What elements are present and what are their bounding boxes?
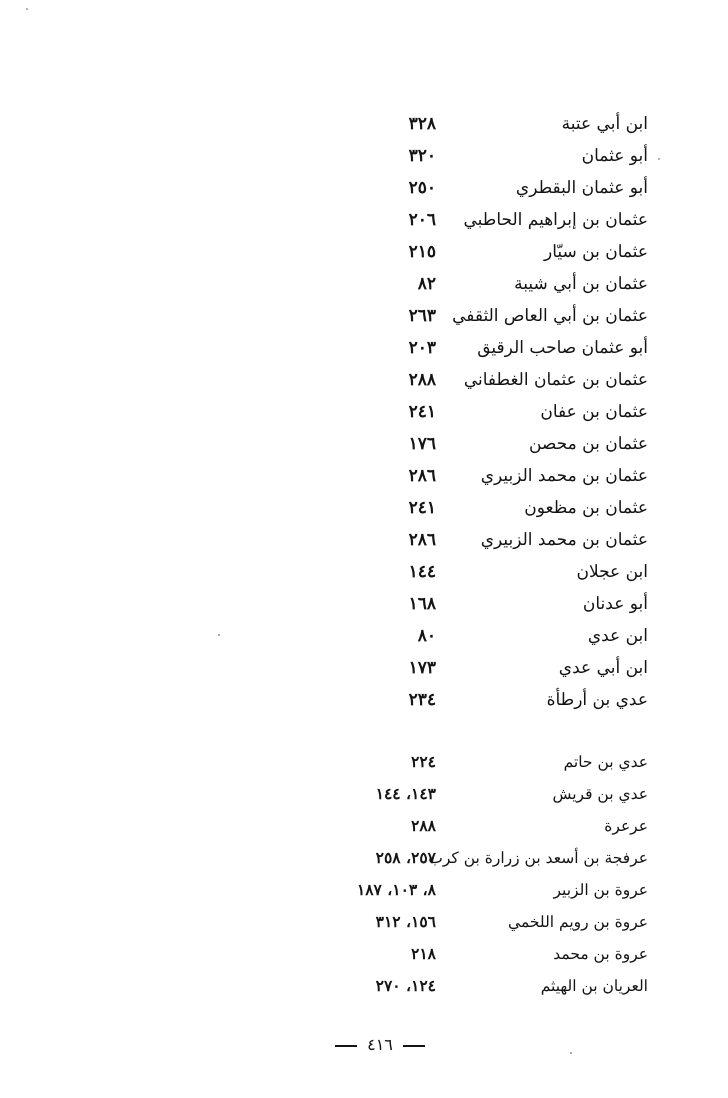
entry-pages: ٢٨٦: [408, 530, 436, 550]
entry-name: عثمان بن أبي شيبة: [514, 274, 648, 294]
entry-name: عدي بن أرطأة: [546, 690, 648, 710]
entry-name: أبو عثمان صاحب الرقيق: [477, 338, 648, 358]
scan-speck: [658, 158, 660, 160]
entry-name: أبو عثمان البقطري: [515, 178, 648, 198]
entry-pages: ٢٥٧، ٢٥٨: [375, 848, 436, 867]
index-entry: [0, 332, 728, 364]
entry-pages: ٨٢: [417, 274, 436, 294]
entry-name: عثمان بن سيّار: [543, 242, 648, 262]
entry-pages: ٢١٥: [408, 242, 436, 262]
index-entry: [0, 268, 728, 300]
index-entry: [0, 746, 728, 778]
entry-pages: ٨٠: [417, 626, 436, 646]
index-entry: [0, 492, 728, 524]
index-entry: [0, 778, 728, 810]
entry-pages: ٢٨٨: [408, 370, 436, 390]
index-entry: [0, 906, 728, 938]
dash-decoration: [335, 1045, 357, 1047]
entry-pages: ١٧٦: [408, 434, 436, 454]
index-entry: [0, 938, 728, 970]
entry-name: عثمان بن مظعون: [524, 498, 648, 518]
entry-pages: ٨، ١٠٣، ١٨٧: [356, 880, 436, 899]
entry-name: عثمان بن أبي العاص الثقفي: [452, 306, 648, 326]
entry-name: عثمان بن محمد الزبيري: [480, 530, 648, 550]
index-entry: [0, 460, 728, 492]
entry-name: عثمان بن محصن: [528, 434, 648, 454]
page-number-group: [325, 1030, 435, 1060]
index-entry: [0, 970, 728, 1002]
scan-speck: [218, 634, 220, 636]
entry-name: العريان بن الهيثم: [540, 977, 648, 995]
entry-name: ابن أبي عتبة: [561, 114, 648, 134]
entry-name: عروة بن رويم اللخمي: [508, 913, 648, 931]
index-entry: [0, 556, 728, 588]
entry-name: عثمان بن محمد الزبيري: [480, 466, 648, 486]
index-entry: [0, 652, 728, 684]
entry-pages: ٢١٨: [411, 944, 436, 963]
scan-speck: [570, 1052, 572, 1054]
entry-name: عثمان بن عفان: [540, 402, 648, 422]
entry-pages: ٢٦٣: [408, 306, 436, 326]
entry-pages: ٢٣٤: [408, 690, 436, 710]
index-entry: [0, 364, 728, 396]
entry-pages: ٣٢٨: [408, 114, 436, 134]
index-entry: [0, 524, 728, 556]
index-entry: [0, 140, 728, 172]
entry-name: عرعرة: [604, 817, 648, 835]
index-entry: [0, 684, 728, 716]
index-entry: [0, 108, 728, 140]
index-entry: [0, 428, 728, 460]
entry-pages: ٢٤١: [408, 498, 436, 518]
entry-pages: ٢٥٠: [408, 178, 436, 198]
entry-name: أبو عثمان: [581, 146, 648, 166]
entry-pages: ١٦٨: [408, 594, 436, 614]
entry-name: ابن عدي: [587, 626, 648, 646]
entry-name: ابن عجلان: [576, 562, 648, 582]
entry-pages: ١٤٣، ١٤٤: [375, 784, 436, 803]
entry-name: عروة بن محمد: [553, 945, 648, 963]
index-entry: [0, 842, 728, 874]
index-entry: [0, 588, 728, 620]
entry-name: عدي بن حاتم: [563, 753, 648, 771]
entry-pages: ٣٢٠: [408, 146, 436, 166]
index-entry: [0, 396, 728, 428]
entry-pages: ٢٨٦: [408, 466, 436, 486]
index-entry: [0, 810, 728, 842]
entry-name: عثمان بن إبراهيم الحاطبي: [463, 210, 648, 230]
index-entry: [0, 300, 728, 332]
index-entry: [0, 236, 728, 268]
entry-name: عدي بن قريش: [552, 785, 648, 803]
index-entry: [0, 204, 728, 236]
entry-pages: ١٧٣: [408, 658, 436, 678]
entry-name: أبو عدنان: [582, 594, 648, 614]
page-number: ٤١٦: [367, 1035, 393, 1054]
entry-pages: ١٤٤: [408, 562, 436, 582]
entry-name: عثمان بن عثمان الغطفاني: [463, 370, 648, 390]
entry-pages: ١٢٤، ٢٧٠: [375, 976, 436, 995]
entry-pages: ٢٠٦: [408, 210, 436, 230]
entry-pages: ٢٠٣: [408, 338, 436, 358]
scan-speck: [26, 8, 28, 10]
index-entry: [0, 172, 728, 204]
index-entry: [0, 874, 728, 906]
entry-name: عروة بن الزبير: [553, 881, 648, 899]
entry-pages: ١٥٦، ٣١٢: [375, 912, 436, 931]
page-footer: [0, 1030, 728, 1060]
index-entry: [0, 620, 728, 652]
entry-pages: ٢٢٤: [411, 752, 436, 771]
entry-name: عرفجة بن أسعد بن زرارة بن كرب: [428, 849, 648, 867]
entry-pages: ٢٨٨: [411, 816, 436, 835]
entry-pages: ٢٤١: [408, 402, 436, 422]
entry-name: ابن أبي عدي: [558, 658, 648, 678]
dash-decoration: [403, 1045, 425, 1047]
